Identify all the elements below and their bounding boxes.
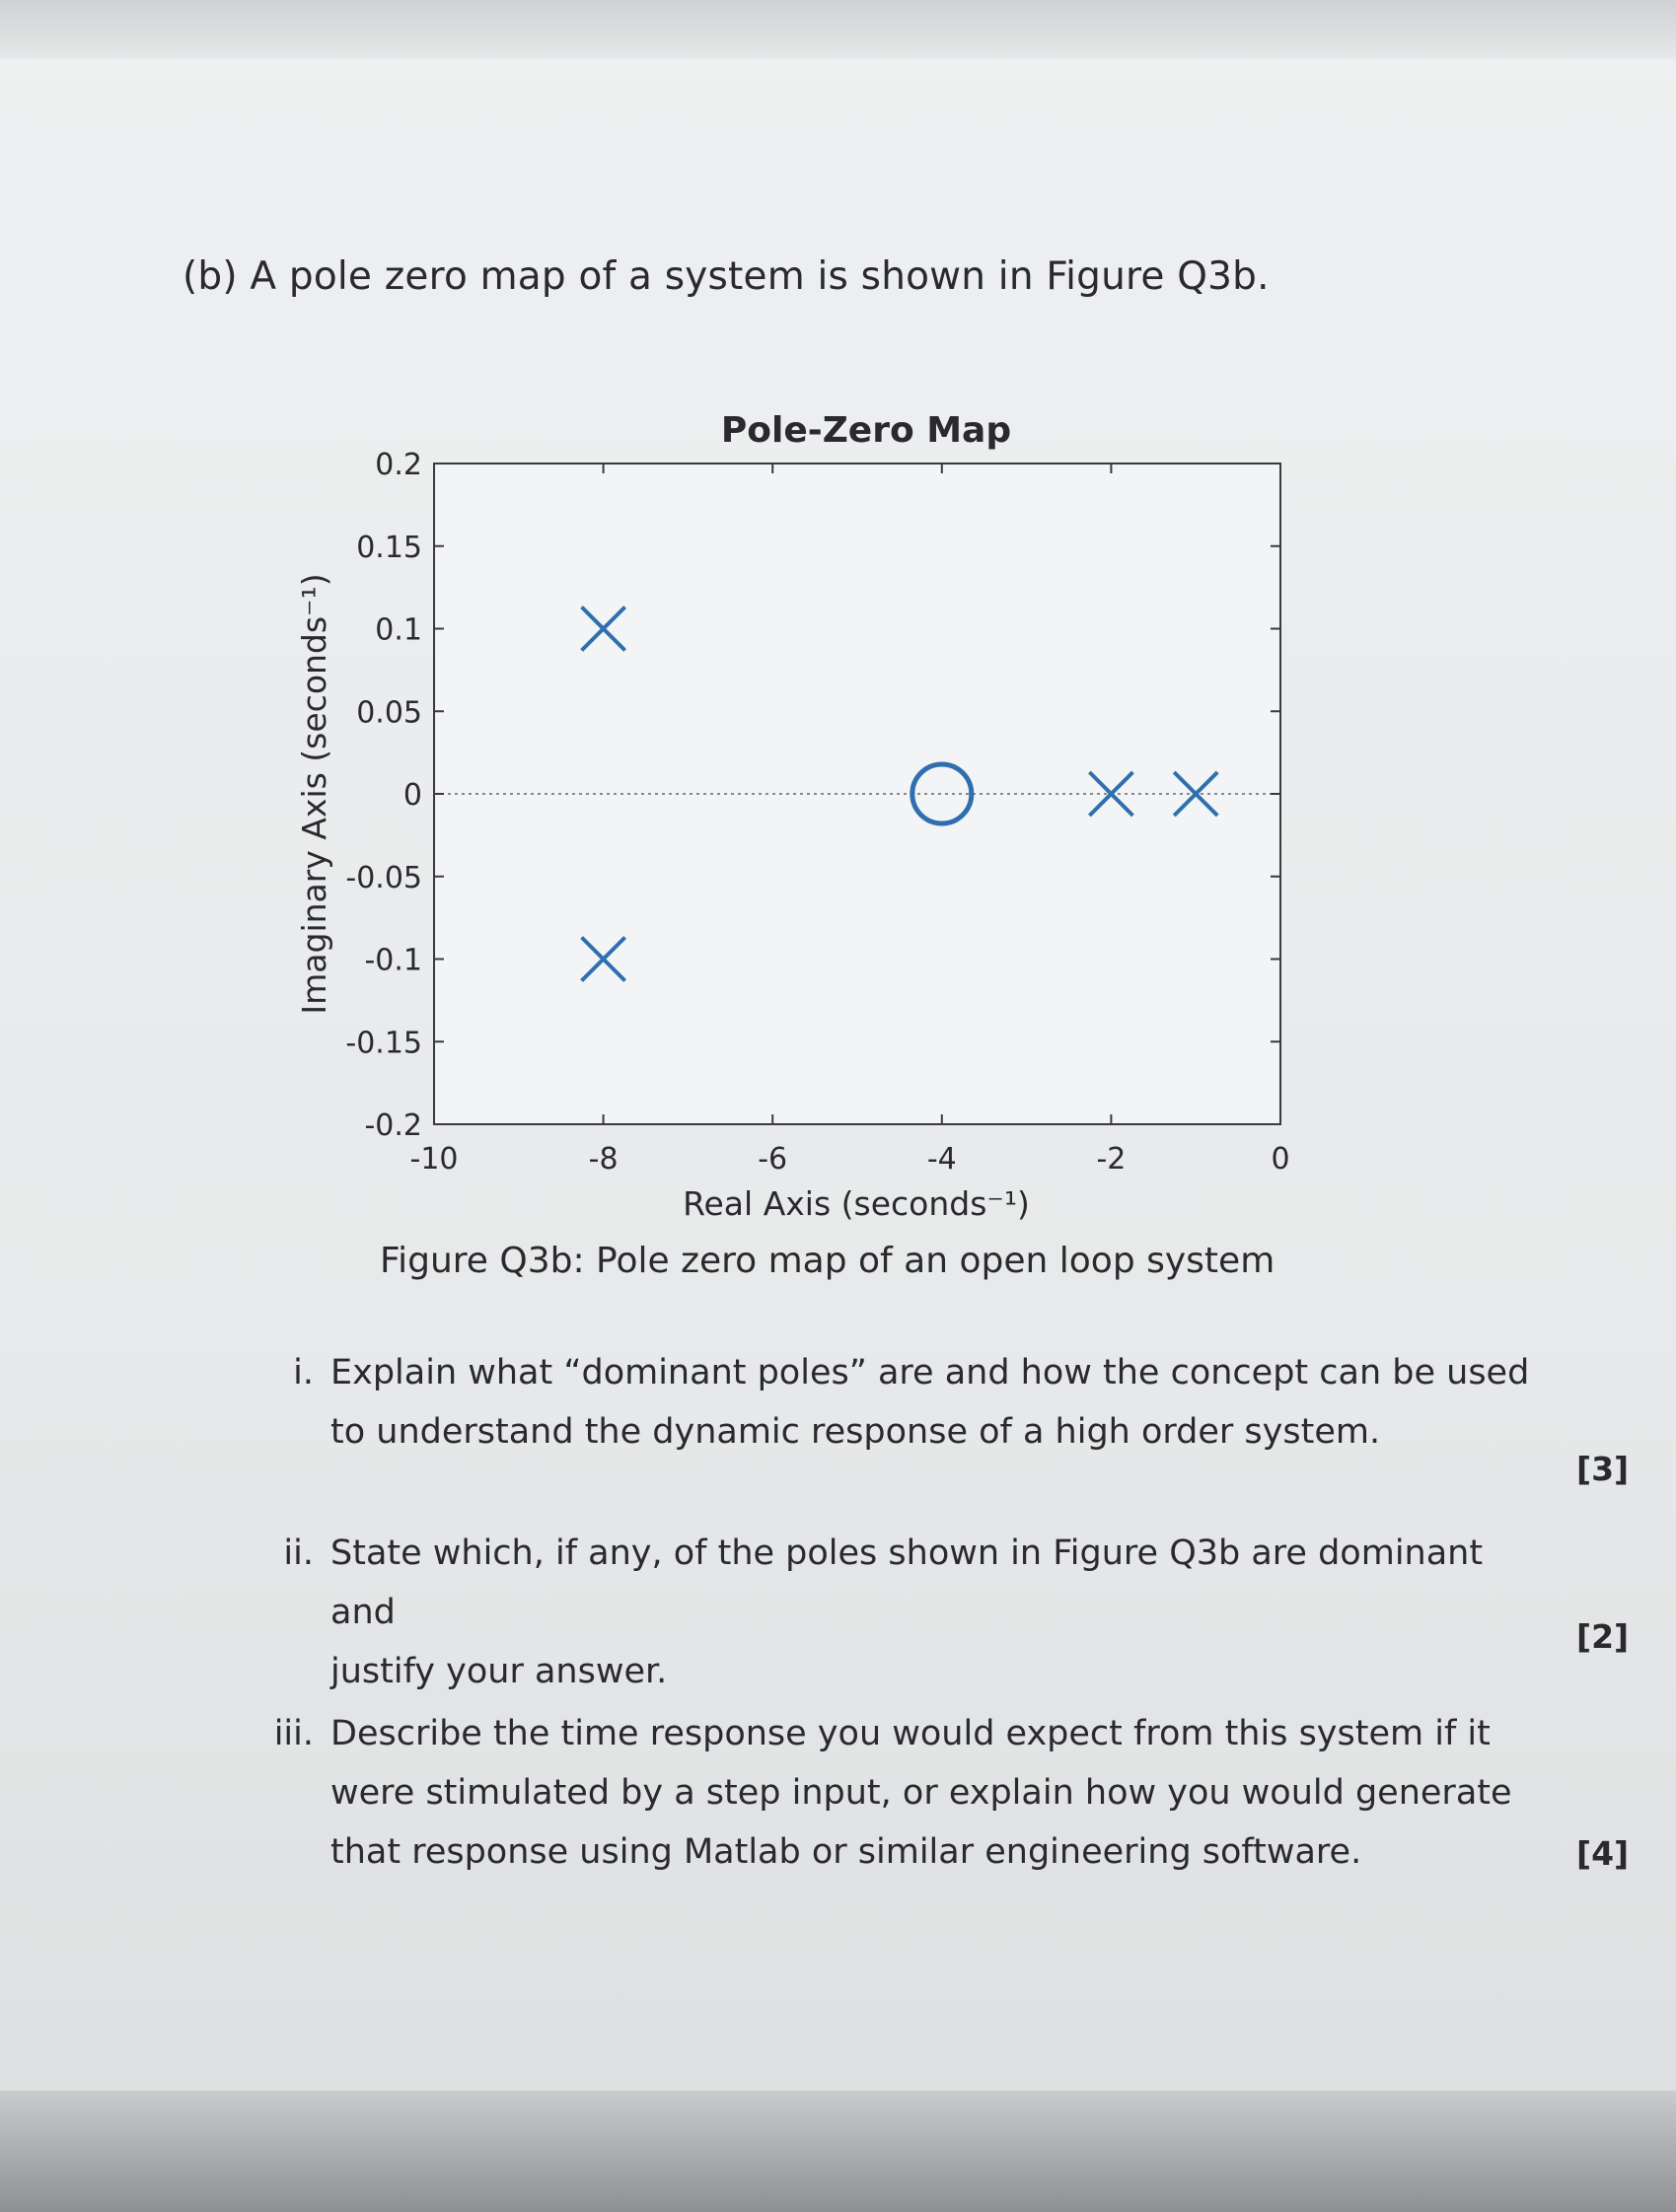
- x-tick-label: -2: [1096, 1142, 1127, 1177]
- x-tick-label: 0: [1271, 1142, 1290, 1177]
- sub-question-line: Describe the time response you would expect from this system if it: [330, 1714, 1491, 1753]
- x-tick-label: -8: [588, 1142, 619, 1177]
- sub-question-line: justify your answer.: [330, 1652, 668, 1691]
- sub-question-line: State which, if any, of the poles shown in Figure Q3b are dominant and: [330, 1534, 1484, 1632]
- sub-question-text: [330, 1343, 1534, 1462]
- y-tick-label: 0: [402, 778, 422, 813]
- sub-question-text: [330, 1524, 1534, 1701]
- y-tick-label: -0.2: [364, 1108, 422, 1143]
- figure-caption: Figure Q3b: Pole zero map of an open loop system: [380, 1241, 1275, 1281]
- x-tick-label: -10: [409, 1142, 459, 1177]
- sub-question-line: Explain what “dominant poles” are and how the concept can be used: [330, 1353, 1530, 1392]
- y-axis-label: Imaginary Axis (seconds⁻¹): [295, 573, 333, 1015]
- sub-question-line: that response using Matlab or similar engineering software.: [330, 1832, 1362, 1872]
- y-tick-label: 0.15: [356, 530, 422, 565]
- x-axis-label: Real Axis (seconds⁻¹): [683, 1184, 1030, 1223]
- x-tick-label: -4: [926, 1142, 957, 1177]
- marks-allocation: [4]: [1576, 1834, 1630, 1873]
- y-tick-label: 0.2: [375, 448, 422, 482]
- marks-allocation: [2]: [1576, 1617, 1630, 1656]
- screen-bottom-edge: [0, 2091, 1676, 2212]
- question-heading: (b) A pole zero map of a system is shown in Figure Q3b.: [182, 254, 1270, 299]
- marks-allocation: [3]: [1576, 1450, 1630, 1488]
- x-tick-label: -6: [758, 1142, 788, 1177]
- y-tick-label: 0.1: [375, 612, 422, 648]
- y-tick-label: 0.05: [356, 695, 422, 731]
- chart-title: Pole-Zero Map: [720, 410, 1012, 451]
- sub-question-number: ii.: [283, 1534, 314, 1573]
- y-tick-label: -0.05: [345, 860, 422, 895]
- sub-question-line: were stimulated by a step input, or explain how you would generate: [330, 1773, 1512, 1813]
- sub-question-number: iii.: [273, 1714, 314, 1753]
- sub-question-line: to understand the dynamic response of a high order system.: [330, 1412, 1381, 1452]
- y-tick-label: -0.15: [345, 1026, 422, 1061]
- y-tick-label: -0.1: [364, 943, 422, 978]
- sub-question-text: [330, 1704, 1534, 1882]
- sub-question-number: i.: [293, 1353, 314, 1392]
